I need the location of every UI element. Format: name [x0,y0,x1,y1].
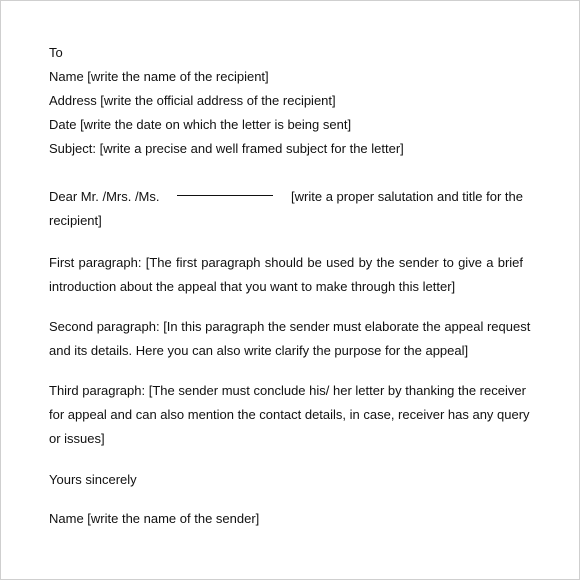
closing-line: Yours sincerely [49,472,137,487]
paragraph-1-line-2: introduction about the appeal that you want to make through this letter] [49,279,456,294]
salutation-prefix: Dear Mr. /Mrs. /Ms. [49,189,160,204]
subject-line: Subject: [write a precise and well framed subject for the letter] [49,141,404,156]
salutation-blank [177,185,273,196]
paragraph-3-line-1: Third paragraph: [The sender must conclude his/ her letter by thanking the receiver [49,383,526,398]
salutation-suffix: [write a proper salutation and title for the [291,189,523,204]
salutation-continuation: recipient] [49,213,102,228]
paragraph-1-line-1: First paragraph: [The first paragraph should be used by the sender to give a brief [49,255,523,270]
recipient-address-line: Address [write the official address of the recipient] [49,93,336,108]
paragraph-3-line-3: or issues] [49,431,105,446]
date-line: Date [write the date on which the letter is being sent] [49,117,352,132]
recipient-name-line: Name [write the name of the recipient] [49,69,269,84]
paragraph-2-line-2: and its details. Here you can also write clarify the purpose for the appeal] [49,343,469,358]
salutation-line [49,185,523,209]
sender-name-line: Name [write the name of the sender] [49,511,260,526]
paragraph-2-line-1: Second paragraph: [In this paragraph the sender must elaborate the appeal request [49,319,531,334]
paragraph-3-line-2: for appeal and can also mention the contact details, in case, receiver has any query [49,407,530,422]
to-label: To [49,45,63,60]
